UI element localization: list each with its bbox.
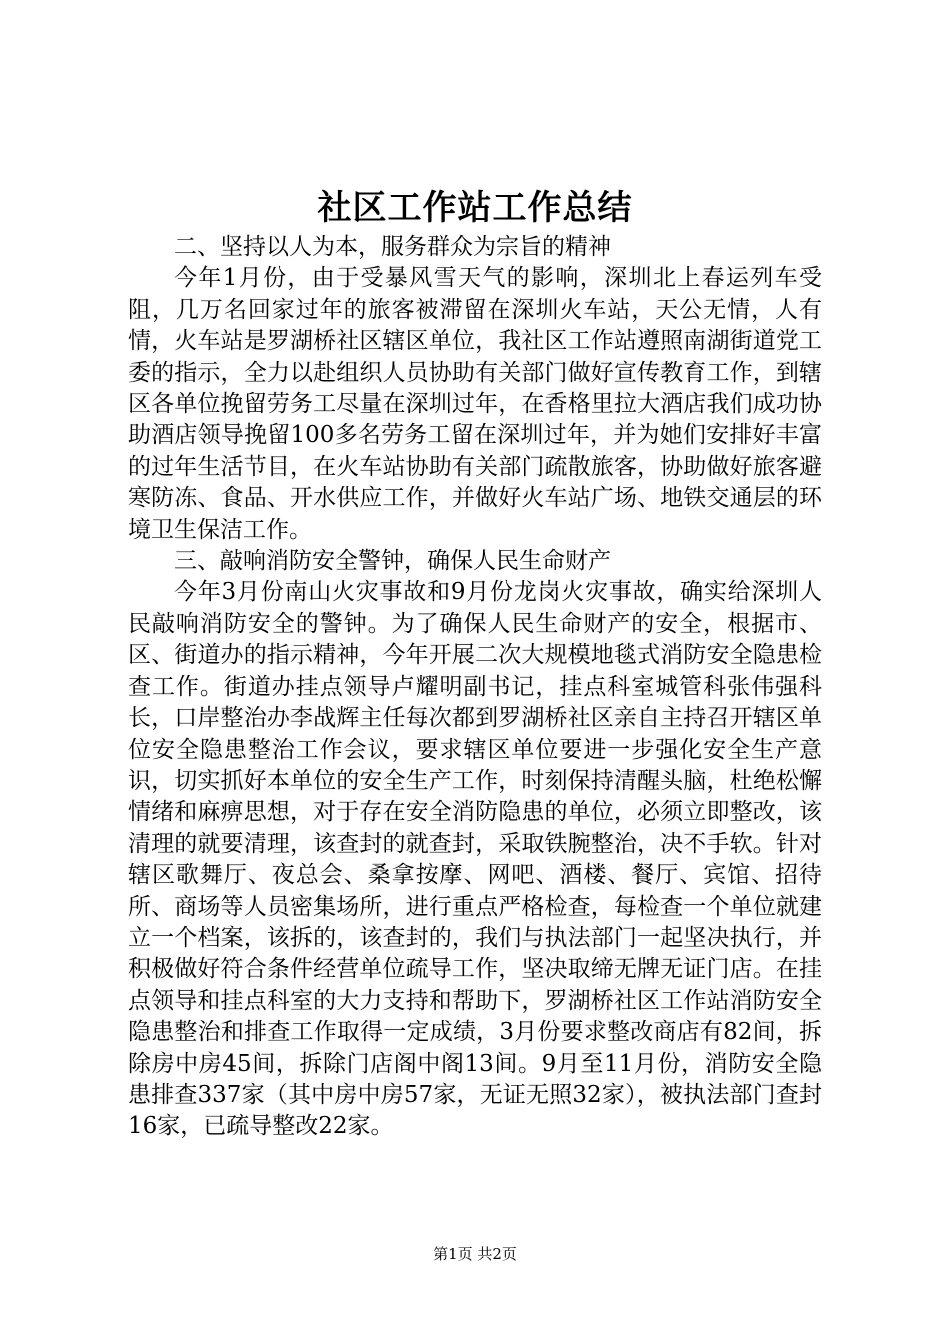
document-body xyxy=(128,232,822,1143)
section-heading-3: 三、敲响消防安全警钟，确保人民生命财产 xyxy=(174,548,611,575)
section-heading-2: 二、坚持以人为本，服务群众为宗旨的精神 xyxy=(174,234,611,260)
paragraph-fire-safety: 今年3月份南山火灾事故和9月份龙岗火灾事故，确实给深圳人民敲响消防安全的警钟。为了确保人民生命财产的安全，根据市、区、街道办的指示精神，今年开展二次大规模地毯式消防安全隐患检查工作。街道办挂点领导卢耀明副书记，挂点科室城管科张伟强科长，口岸整治办李战辉主任每次都到罗湖桥社区亲自主持召开辖区单位安全隐患整治工作会议，要求辖区单位要进一步强化安全生产意识，切实抓好本单位的安全生产工作，时刻保持清醒头脑，杜绝松懈情绪和麻痹思想，对于存在安全消防隐患的单位，必须立即整改，该清理的就要清理，该查封的就查封，采取铁腕整治，决不手软。针对辖区歌舞厅、夜总会、桑拿按摩、网吧、酒楼、餐厅、宾馆、招待所、商场等人员密集场所，进行重点严格检查，每检查一个单位就建立一个档案，该拆的，该查封的，我们与执法部门一起坚决执行，并积极做好符合条件经营单位疏导工作，坚决取缔无牌无证门店。在挂点领导和挂点科室的大力支持和帮助下，罗湖桥社区工作站消防安全隐患整治和排查工作取得一定成绩，3月份要求整改商店有82间，拆除房中房45间，拆除门店阁中阁13间。9月至11月份，消防安全隐患排查337家（其中房中房57家，无证无照32家），被执法部门查封16家，已疏导整改22家。 xyxy=(128,579,822,1140)
page-number-footer: 第1页 共2页 xyxy=(433,1245,517,1263)
document-title: 社区工作站工作总结 xyxy=(317,188,633,228)
paragraph-spring-festival: 今年1月份，由于受暴风雪天气的影响，深圳北上春运列车受阻，几万名回家过年的旅客被滞留在深圳火车站，天公无情，人有情，火车站是罗湖桥社区辖区单位，我社区工作站遵照南湖街道党工委的指示，全力以赴组织人员协助有关部门做好宣传教育工作，到辖区各单位挽留劳务工尽量在深圳过年，在香格里拉大酒店我们成功协助酒店领导挽留100多名劳务工留在深圳过年，并为她们安排好丰富的过年生活节目，在火车站协助有关部门疏散旅客，协助做好旅客避寒防冻、食品、开水供应工作，并做好火车站广场、地铁交通层的环境卫生保洁工作。 xyxy=(128,265,822,543)
